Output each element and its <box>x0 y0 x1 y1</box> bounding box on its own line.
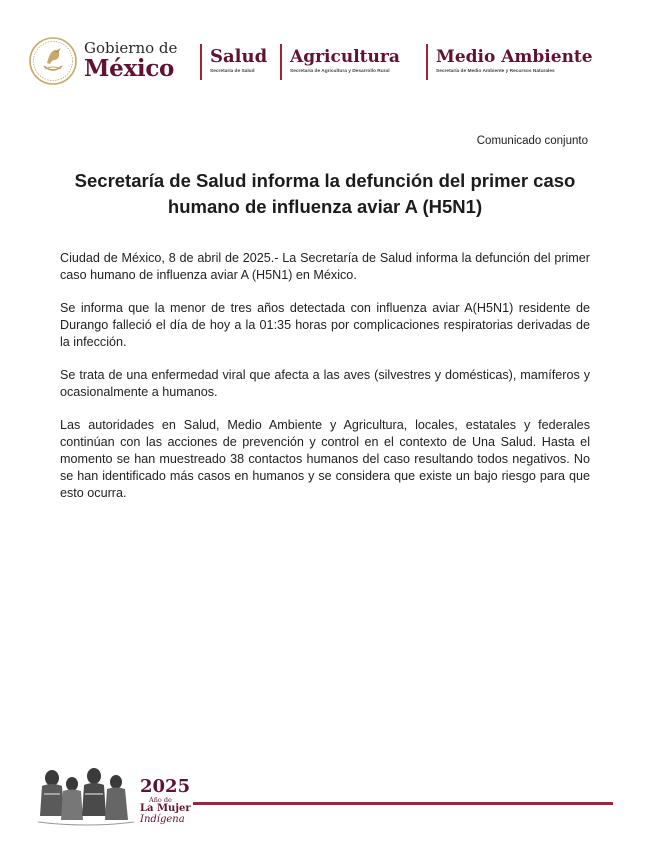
medio-ambiente-logo <box>436 46 593 74</box>
gobierno-top-text: Gobierno de <box>84 39 178 57</box>
header-logos <box>28 36 628 88</box>
header-divider <box>280 44 282 80</box>
footer-anio: Año de <box>149 796 172 804</box>
gobierno-bottom-text: México <box>84 55 175 82</box>
document-title: Secretaría de Salud informa la defunción del primer caso humano de influenza aviar A (H5N1) <box>74 170 576 217</box>
salud-sub: Secretaría de Salud <box>210 69 255 74</box>
footer-indigena: Indígena <box>140 814 185 825</box>
header-divider <box>200 44 202 80</box>
salud-logo <box>210 46 267 74</box>
agricultura-logo <box>290 46 400 74</box>
body-paragraph: Ciudad de México, 8 de abril de 2025.- La Secretaría de Salud informa la defunción del primer caso humano de influenza aviar A (H5N1) en México. <box>60 251 590 282</box>
document-kicker: Comunicado conjunto <box>476 135 588 147</box>
gobierno-de-mexico-logo <box>84 40 177 82</box>
document-body <box>60 250 590 518</box>
body-paragraph: Se informa que la menor de tres años detectada con influenza aviar A(H5N1) residente de Durango falleció el día de hoy a la 01:35 horas por complicaciones respiratorias derivadas de la infección. <box>60 301 590 349</box>
footer-divider-bar <box>193 802 613 805</box>
footer-mujer: La Mujer <box>140 803 191 814</box>
header-divider <box>426 44 428 80</box>
medio-ambiente-sub: Secretaría de Medio Ambiente y Recursos Naturales <box>436 69 555 74</box>
medio-ambiente-name: Medio Ambiente <box>436 47 593 67</box>
body-paragraph: Las autoridades en Salud, Medio Ambiente y Agricultura, locales, estatales y federales continúan con las acciones de prevención y control en el contexto de Una Salud. Hasta el momento se han muestreado 38 contactos humanos del caso resultando todos negativos. No se han identificado más casos en humanos y se considera que existe un bajo riesgo para que esto ocurra. <box>60 418 590 500</box>
footer-year: 2025 <box>140 776 191 797</box>
salud-name: Salud <box>210 46 268 67</box>
mexican-coat-of-arms-icon <box>28 36 78 86</box>
indigenous-women-illustration-icon <box>36 764 136 828</box>
body-paragraph: Se trata de una enfermedad viral que afecta a las aves (silvestres y domésticas), mamíferos y ocasionalmente a humanos. <box>60 368 590 399</box>
agricultura-sub: Secretaría de Agricultura y Desarrollo Rural <box>290 69 390 74</box>
agricultura-name: Agricultura <box>290 47 400 67</box>
